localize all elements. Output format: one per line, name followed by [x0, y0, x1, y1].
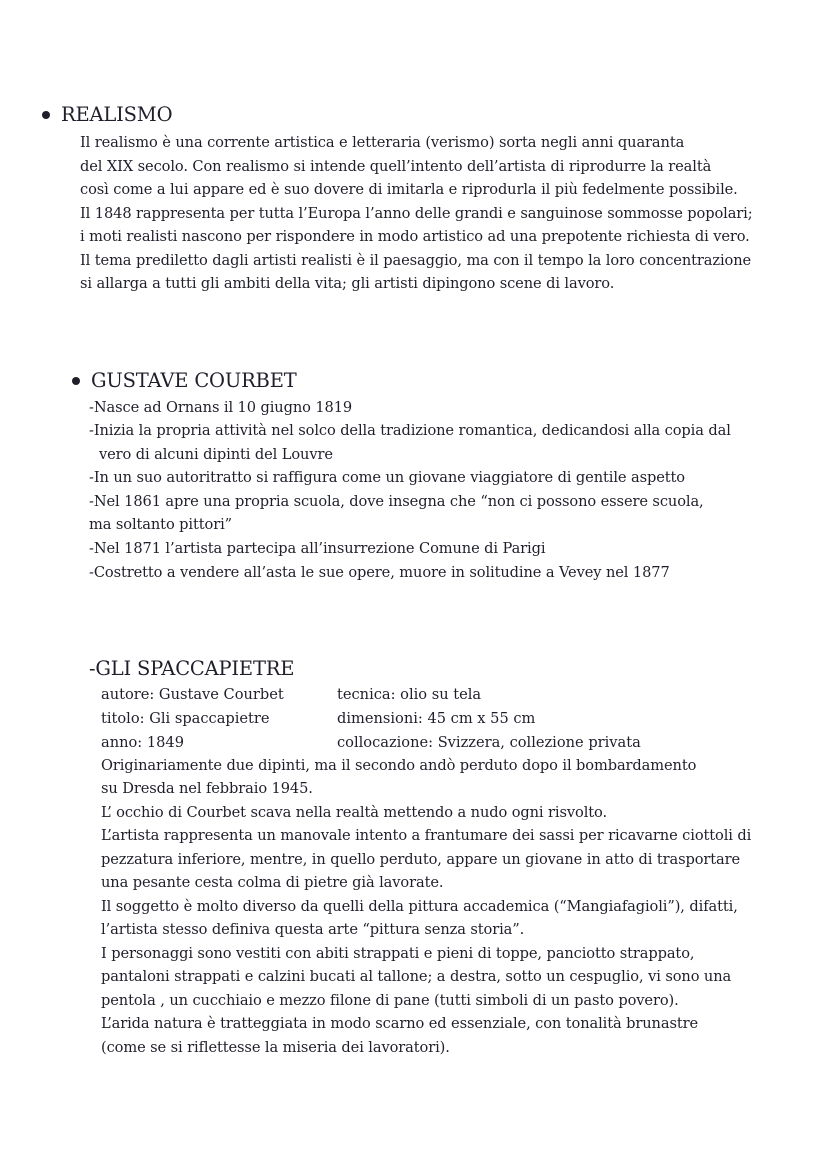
paragraph-line: si allarga a tutti gli ambiti della vita; gli artisti dipingono scene di lavoro. [80, 275, 615, 292]
paragraph-line: l’artista stesso definiva questa arte “pittura senza storia”. [101, 921, 525, 938]
list-item: vero di alcuni dipinti del Louvre [99, 446, 333, 463]
info-location: collocazione: Svizzera, collezione privata [337, 734, 641, 751]
list-item: -Nel 1871 l’artista partecipa all’insurrezione Comune di Parigi [89, 540, 546, 557]
info-technique: tecnica: olio su tela [337, 686, 482, 703]
bullet-icon [72, 377, 80, 385]
section-heading-realismo: REALISMO [61, 103, 173, 126]
paragraph-line: L’artista rappresenta un manovale intento a frantumare dei sassi per ricavarne ciottoli di [101, 827, 752, 844]
info-year: anno: 1849 [101, 734, 184, 751]
paragraph-line: I personaggi sono vestiti con abiti strappati e pieni di toppe, panciotto strappato, [101, 945, 695, 962]
paragraph-line: Il 1848 rappresenta per tutta l’Europa l’anno delle grandi e sanguinose sommosse popolari; [80, 205, 753, 222]
paragraph-line: (come se si riflettesse la miseria dei lavoratori). [101, 1039, 450, 1056]
paragraph-line: Il tema prediletto dagli artisti realisti è il paesaggio, ma con il tempo la loro concentrazione [80, 252, 752, 269]
paragraph-line: pezzatura inferiore, mentre, in quello perduto, appare un giovane in atto di trasportare [101, 851, 741, 868]
paragraph-line: i moti realisti nascono per rispondere in modo artistico ad una prepotente richiesta di vero. [80, 228, 750, 245]
paragraph-line: Il soggetto è molto diverso da quelli della pittura accademica (“Mangiafagioli”), difatti, [101, 898, 738, 915]
list-item: -Nel 1861 apre una propria scuola, dove insegna che “non ci possono essere scuola, [89, 493, 704, 510]
bullet-icon [42, 111, 50, 119]
paragraph-line: pantaloni strappati e calzini bucati al tallone; a destra, sotto un cespuglio, vi sono una [101, 968, 732, 985]
paragraph-line: così come a lui appare ed è suo dovere di imitarla e riprodurla il più fedelmente possibile. [80, 181, 738, 198]
section-heading-spaccapietre: -GLI SPACCAPIETRE [89, 657, 295, 680]
paragraph-line: una pesante cesta colma di pietre già lavorate. [101, 874, 444, 891]
list-item: ma soltanto pittori” [89, 516, 233, 533]
paragraph-line: su Dresda nel febbraio 1945. [101, 780, 313, 797]
list-item: -Inizia la propria attività nel solco della tradizione romantica, dedicandosi alla copia dal [89, 422, 731, 439]
paragraph-line: Il realismo è una corrente artistica e letteraria (verismo) sorta negli anni quaranta [80, 134, 685, 151]
list-item: -Nasce ad Ornans il 10 giugno 1819 [89, 399, 353, 416]
section-heading-courbet: GUSTAVE COURBET [91, 369, 297, 392]
paragraph-line: L’arida natura è tratteggiata in modo scarno ed essenziale, con tonalità brunastre [101, 1015, 699, 1032]
list-item: -Costretto a vendere all’asta le sue opere, muore in solitudine a Vevey nel 1877 [89, 564, 670, 581]
paragraph-line: pentola , un cucchiaio e mezzo filone di pane (tutti simboli di un pasto povero). [101, 992, 679, 1009]
info-author: autore: Gustave Courbet [101, 686, 284, 703]
paragraph-line: Originariamente due dipinti, ma il secondo andò perduto dopo il bombardamento [101, 757, 697, 774]
paragraph-line: L’ occhio di Courbet scava nella realtà mettendo a nudo ogni risvolto. [101, 804, 608, 821]
paragraph-line: del XIX secolo. Con realismo si intende quell’intento dell’artista di riprodurre la realtà [80, 158, 712, 175]
list-item: -In un suo autoritratto si raffigura come un giovane viaggiatore di gentile aspetto [89, 469, 685, 486]
info-dimensions: dimensioni: 45 cm x 55 cm [337, 710, 536, 727]
info-title: titolo: Gli spaccapietre [101, 710, 270, 727]
